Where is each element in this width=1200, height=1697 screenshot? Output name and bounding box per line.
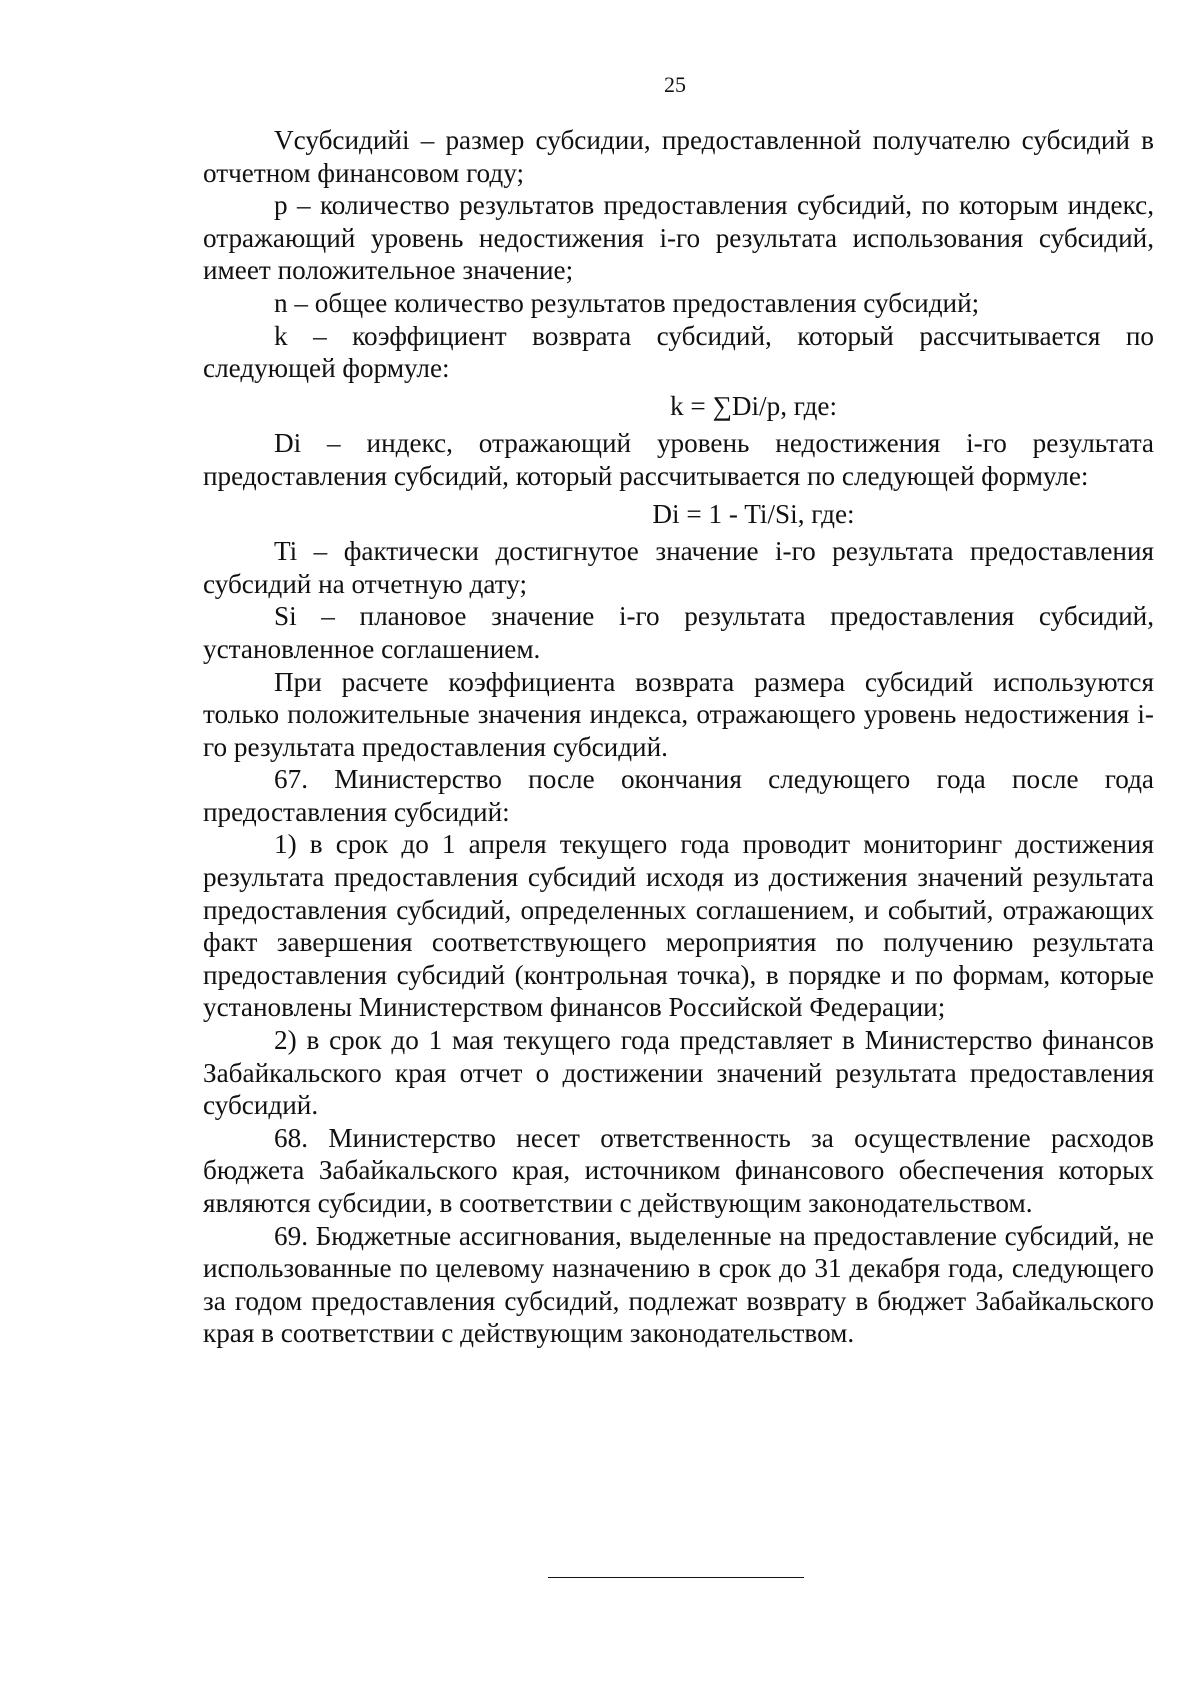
paragraph-di-definition: Di – индекс, отражающий уровень недостижения i-го результата предоставления субсидий, который рассчитывается по следующей формуле: [203,428,1154,491]
end-of-document-rule [548,1577,804,1578]
paragraph-68: 68. Министерство несет ответственность за осуществление расходов бюджета Забайкальского края, источником финансового обеспечения которых являются субсидии, в соответствии с действующим законодательством. [203,1122,1154,1218]
paragraph-69: 69. Бюджетные ассигнования, выделенные на предоставление субсидий, не использованные по целевому назначению в срок до 31 декабря года, следующего за годом предоставления субсидий, подлежат возврату в бюджет Забайкальского края в соответствии с действующим законодательством. [203,1220,1154,1349]
paragraph-67-item-1: 1) в срок до 1 апреля текущего года проводит мониторинг достижения результата предоставления субсидий исходя из достижения значений результата предоставления субсидий, определенных соглашением, и событий, отражающих факт завершения соответствующего мероприятия по получению результата предоставления субсидий (контрольная точка), в порядке и по формам, которые установлены Министерством финансов Российской Федерации; [203,829,1154,1023]
paragraph-si-definition: Si – плановое значение i-го результата предоставления субсидий, установленное соглашением. [203,601,1154,664]
paragraph-positive-values: При расчете коэффициента возврата размера субсидий используются только положительные значения индекса, отражающего уровень недостижения i-го результата предоставления субсидий. [203,666,1154,762]
formula-k: k = ∑Di/p, где: [669,390,838,421]
paragraph-67-item-2: 2) в срок до 1 мая текущего года представляет в Министерство финансов Забайкальского края отчет о достижении значений результата предоставления субсидий. [203,1025,1154,1121]
paragraph-v-subsidy: Vсубсидийi – размер субсидии, предоставленной получателю субсидий в отчетном финансовом году; [203,125,1154,188]
paragraph-n-definition: n – общее количество результатов предоставления субсидий; [274,287,980,318]
paragraph-p-definition: p – количество результатов предоставления субсидий, по которым индекс, отражающий уровень недостижения i-го результата использования субсидий, имеет положительное значение; [203,190,1154,286]
document-body [203,124,1154,1350]
page-number: 25 [664,72,686,97]
paragraph-ti-definition: Ti – фактически достигнутое значение i-го результата предоставления субсидий на отчетную дату; [203,536,1154,599]
paragraph-k-definition: k – коэффициент возврата субсидий, который рассчитывается по следующей формуле: [203,320,1154,384]
paragraph-67: 67. Министерство после окончания следующего года после года предоставления субсидий: [203,764,1154,827]
formula-di: Di = 1 - Ti/Si, где: [652,498,855,529]
